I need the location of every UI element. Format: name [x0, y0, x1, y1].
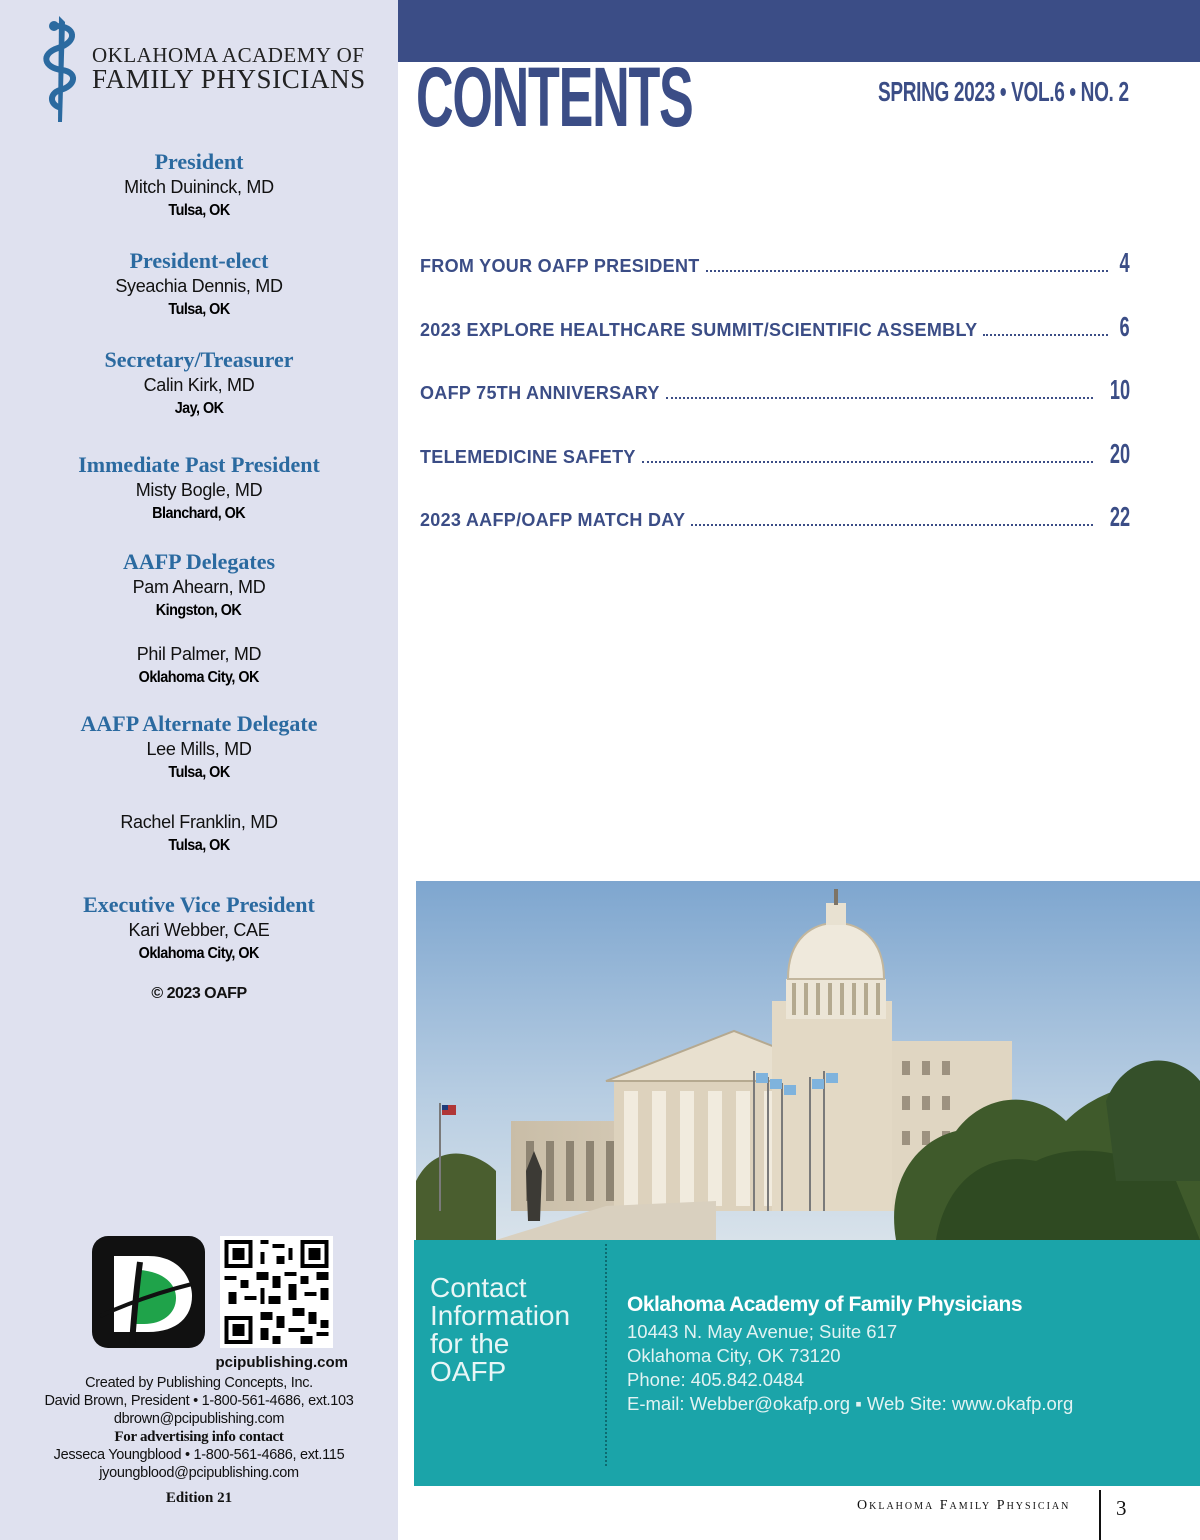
officer-aafp-delegate	[0, 549, 398, 623]
officer-city: Blanchard, OK	[152, 505, 246, 522]
phone[interactable]: Phone: 405.842.0484	[627, 1369, 804, 1390]
toc-entry-label: 2023 EXPLORE HEALTHCARE SUMMIT/SCIENTIFIC ASSEMBLY	[420, 320, 978, 340]
qr-code[interactable]	[220, 1236, 333, 1348]
page-title: CONTENTS	[416, 50, 693, 144]
toc-entry-label: OAFP 75TH ANNIVERSARY	[420, 383, 660, 403]
contact-heading-line: Contact	[430, 1272, 527, 1303]
advertising-contact-email[interactable]: jyoungblood@pcipublishing.com	[99, 1465, 299, 1481]
officer-role: Executive Vice President	[83, 892, 315, 917]
toc-entry[interactable]	[420, 246, 1130, 280]
officer-city: Tulsa, OK	[168, 202, 230, 219]
officer-name: Syeachia Dennis, MD	[115, 276, 283, 296]
pci-logo	[92, 1236, 205, 1348]
publisher-info	[0, 1374, 398, 1482]
page-number: 3	[1116, 1496, 1127, 1520]
toc-entry-label: 2023 AAFP/OAFP MATCH DAY	[420, 510, 686, 530]
contact-divider	[605, 1244, 607, 1466]
officer-city: Jay, OK	[174, 400, 224, 417]
toc-entry-page: 6	[1119, 311, 1130, 342]
toc-entry-label: FROM YOUR OAFP PRESIDENT	[420, 256, 700, 276]
officer-president	[0, 149, 398, 223]
toc-entry[interactable]	[420, 373, 1130, 407]
officer-president-elect	[0, 248, 398, 322]
toc-leader	[691, 524, 1093, 526]
toc-entry[interactable]	[420, 310, 1130, 344]
caduceus-icon	[36, 12, 86, 127]
officer-city: Tulsa, OK	[168, 837, 230, 854]
contact-heading-line: Information	[430, 1300, 571, 1331]
sidebar	[0, 0, 398, 1540]
capitol-building-photo	[416, 881, 1200, 1240]
contact-heading-line: for the	[430, 1328, 510, 1359]
officer-role: AAFP Alternate Delegate	[80, 711, 318, 736]
officer-role: Secretary/Treasurer	[104, 347, 294, 372]
organization-name: Oklahoma Academy of Family Physicians	[627, 1293, 1023, 1316]
address-line-1: 10443 N. May Avenue; Suite 617	[627, 1321, 898, 1342]
edition-label: Edition 21	[165, 1490, 233, 1506]
officer-role: AAFP Delegates	[122, 549, 276, 574]
toc-entry-label: TELEMEDICINE SAFETY	[420, 447, 636, 467]
toc-leader	[983, 334, 1108, 336]
officer-role: Immediate Past President	[78, 452, 320, 477]
officer-name: Lee Mills, MD	[146, 739, 252, 759]
logo-line-1: OKLAHOMA ACADEMY OF	[92, 43, 365, 67]
officer-aafp-delegate-2	[0, 642, 398, 690]
officer-name: Rachel Franklin, MD	[120, 812, 278, 832]
toc-leader	[706, 270, 1109, 272]
toc-entry[interactable]	[420, 500, 1130, 534]
toc-entry[interactable]	[420, 437, 1130, 471]
officer-past-president	[0, 452, 398, 526]
officer-city: Tulsa, OK	[168, 764, 230, 781]
officer-name: Pam Ahearn, MD	[132, 577, 266, 597]
officer-name: Phil Palmer, MD	[136, 644, 262, 664]
officer-secretary-treasurer	[0, 347, 398, 421]
publisher-created-by: Created by Publishing Concepts, Inc.	[85, 1375, 313, 1391]
officer-role: President	[154, 149, 244, 174]
officer-name: Misty Bogle, MD	[135, 480, 263, 500]
toc-entry-page: 10	[1109, 374, 1130, 405]
contact-info-box	[414, 1240, 1200, 1486]
toc-entry-page: 20	[1109, 438, 1130, 469]
officer-executive-vp	[0, 892, 398, 966]
publisher-url[interactable]: pcipublishing.com	[215, 1354, 348, 1371]
advertising-contact: Jesseca Youngblood • 1-800-561-4686, ext.115	[53, 1447, 345, 1463]
officer-city: Oklahoma City, OK	[138, 945, 260, 962]
officer-aafp-alternate-2	[0, 810, 398, 858]
copyright: © 2023 OAFP	[151, 985, 247, 1002]
officer-name: Calin Kirk, MD	[143, 375, 255, 395]
email-website[interactable]: E-mail: Webber@okafp.org ▪ Web Site: www.okafp.org	[627, 1393, 1074, 1414]
officer-role: President-elect	[129, 248, 269, 273]
publisher-president-email[interactable]: dbrown@pcipublishing.com	[113, 1411, 285, 1427]
officer-city: Kingston, OK	[156, 602, 242, 619]
publisher-president: David Brown, President • 1-800-561-4686, ext.103	[44, 1393, 354, 1409]
footer-divider	[1099, 1490, 1101, 1540]
officer-name: Mitch Duininck, MD	[124, 177, 274, 197]
officer-city: Oklahoma City, OK	[138, 669, 260, 686]
publication-title: Oklahoma Family Physician	[857, 1498, 1071, 1513]
advertising-contact-heading: For advertising info contact	[114, 1429, 284, 1445]
officer-name: Kari Webber, CAE	[128, 920, 270, 940]
toc-entry-page: 4	[1119, 247, 1130, 278]
logo-line-2: FAMILY PHYSICIANS	[92, 64, 366, 94]
issue-info: SPRING 2023 • VOL.6 • NO. 2	[878, 76, 1129, 107]
officer-city: Tulsa, OK	[168, 301, 230, 318]
address-line-2: Oklahoma City, OK 73120	[627, 1345, 841, 1366]
oafp-logo	[36, 12, 366, 127]
toc-entry-page: 22	[1109, 501, 1130, 532]
toc-leader	[666, 397, 1093, 399]
contact-details	[627, 1290, 1073, 1416]
toc-leader	[642, 461, 1093, 463]
contact-heading	[430, 1274, 600, 1386]
officer-aafp-alternate	[0, 711, 398, 785]
contact-heading-line: OAFP	[430, 1356, 507, 1387]
